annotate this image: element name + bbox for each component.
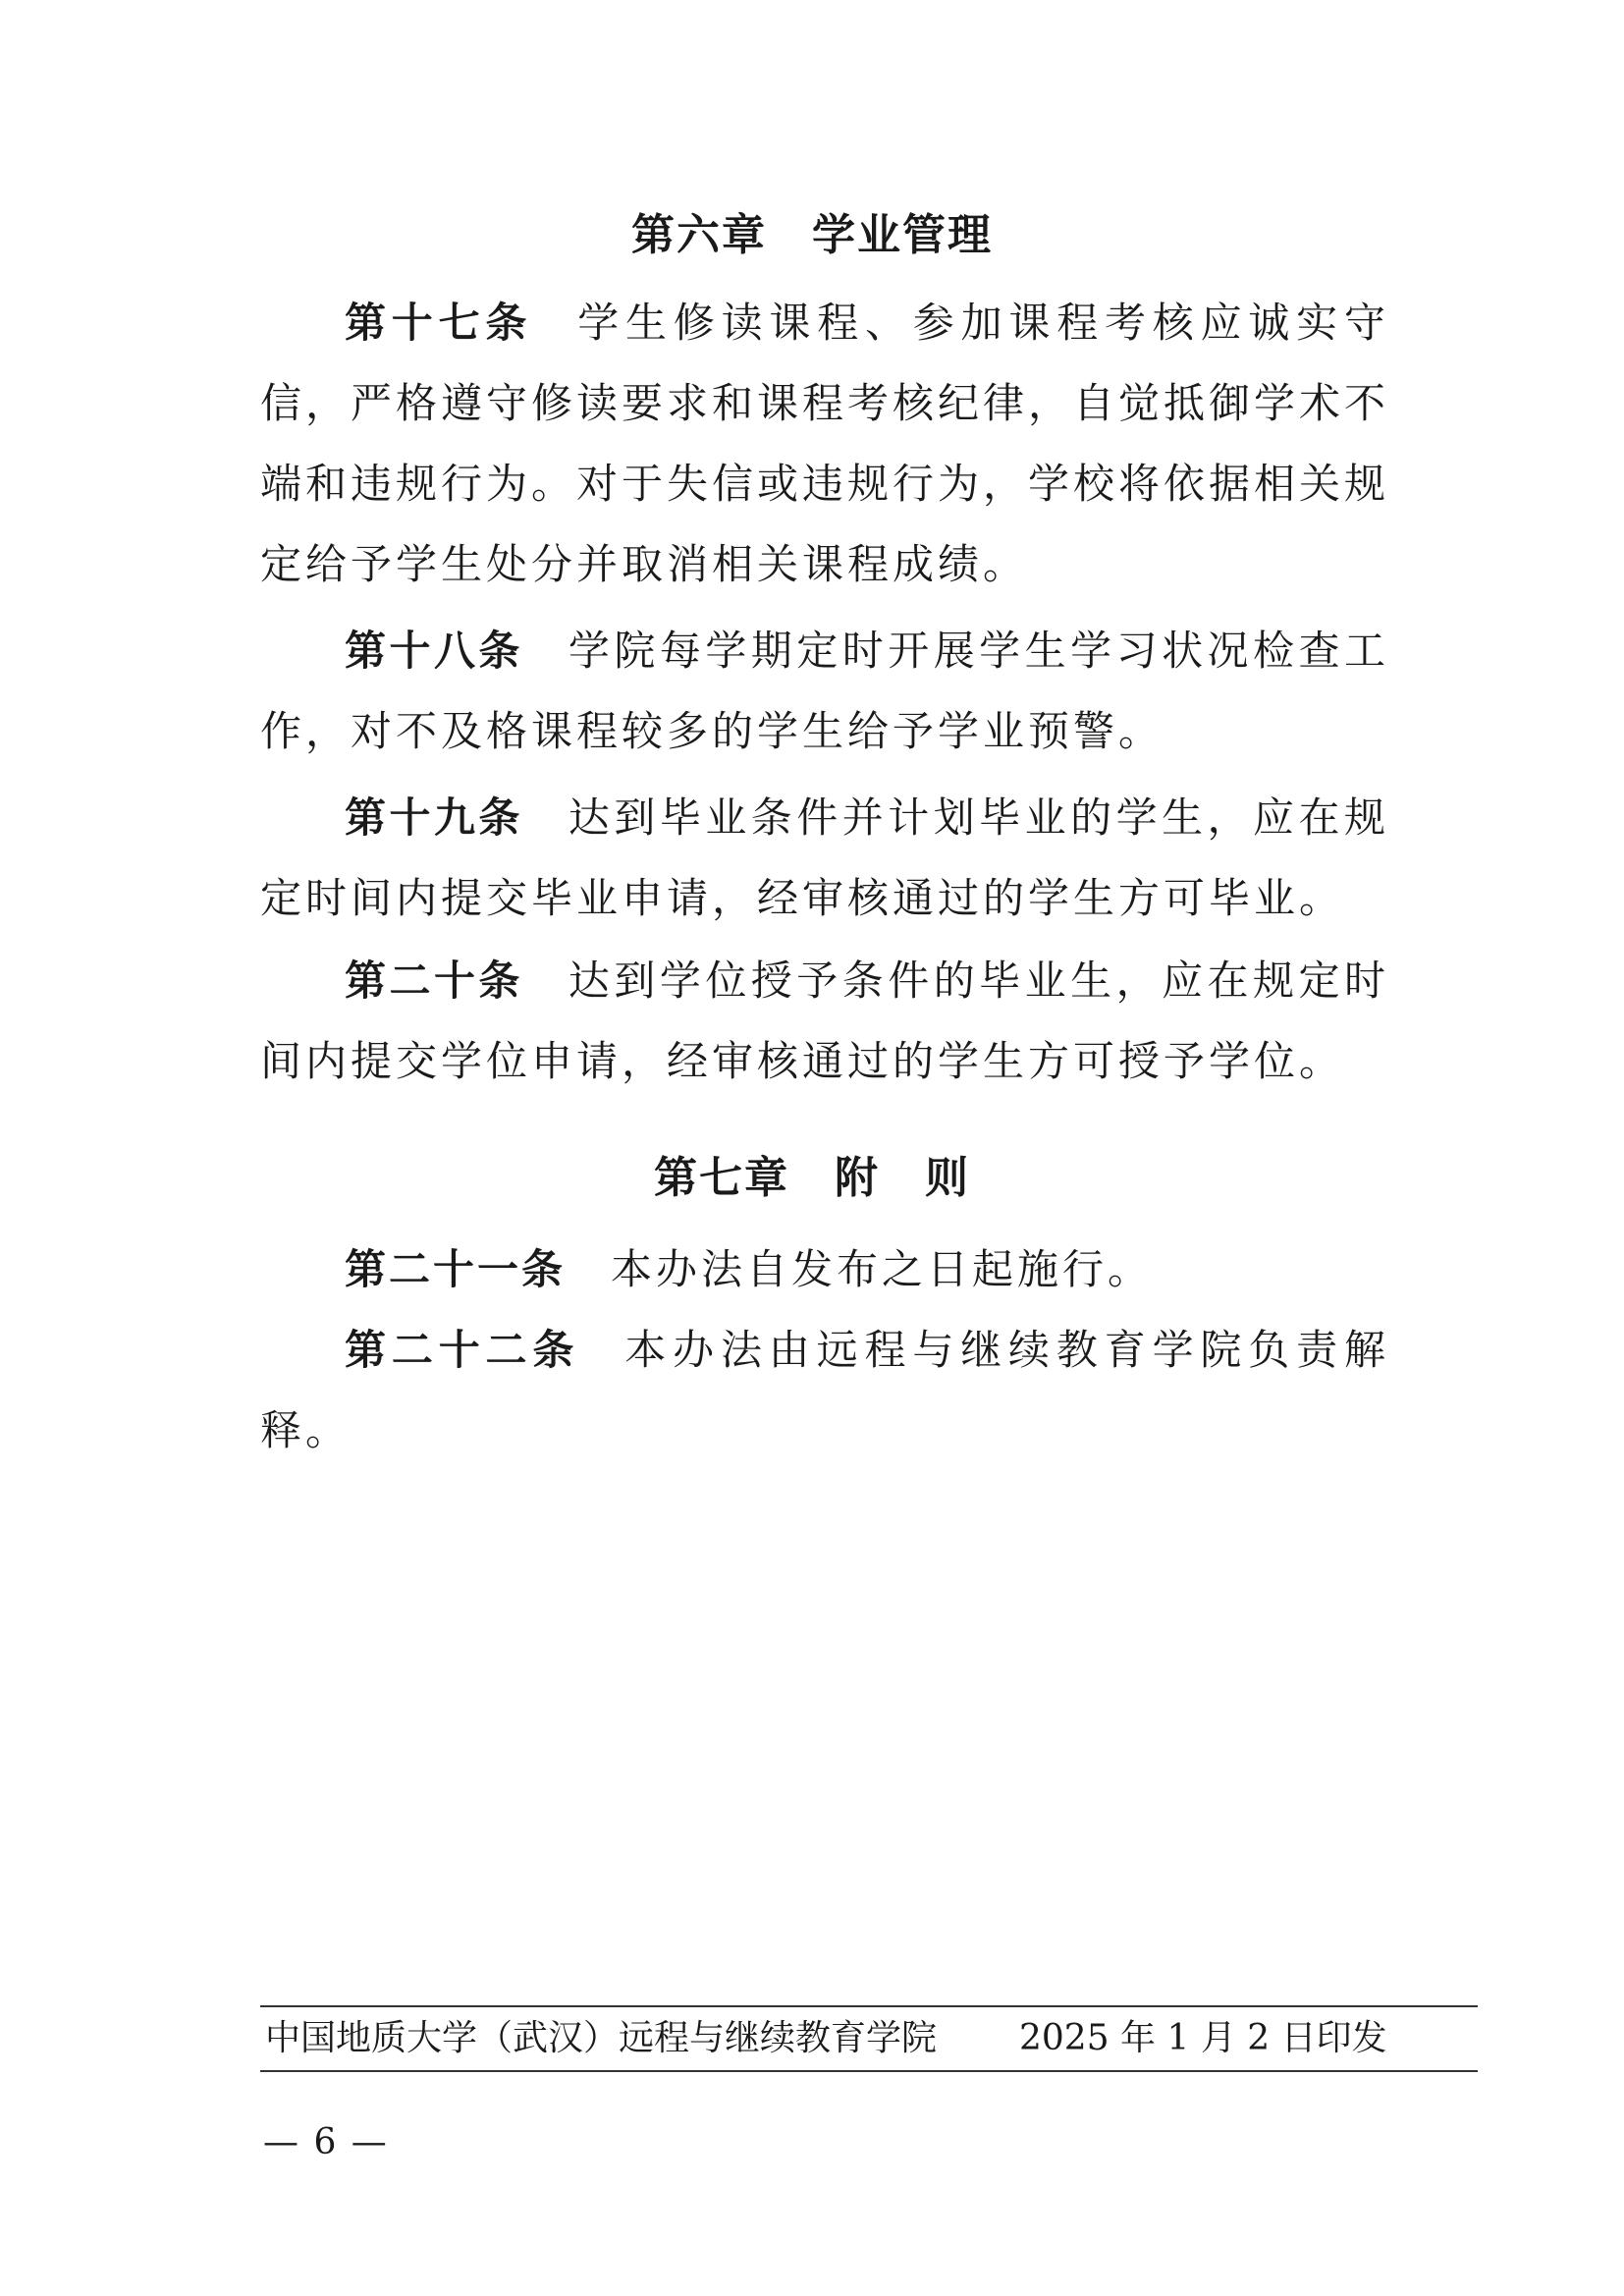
article-label: 第二十条 [345,957,523,1005]
page-number: — 6 — [263,2122,389,2162]
article-paragraph [260,283,1389,605]
article-text: 学生修读课程、参加课程考核应诚实守信，严格遵守修读要求和课程考核纪律，自觉抵御学术不端和违规行为。对于失信或违规行为，学校将依据相关规定给予学生处分并取消相关课程成绩。 [260,299,1390,588]
footer-top-rule [260,2005,1478,2007]
article-label: 第十七条 [345,299,533,347]
article-paragraph [260,941,1389,1102]
article-text: 达到学位授予条件的毕业生，应在规定时间内提交学位申请，经审核通过的学生方可授予学位。 [260,957,1389,1085]
article-label: 第十九条 [345,793,523,842]
article-paragraph [260,1230,1389,1310]
article-text: 本办法自发布之日起施行。 [611,1245,1154,1293]
article-label: 第二十二条 [345,1326,580,1374]
footer-bottom-rule [260,2070,1478,2072]
article-paragraph [260,778,1389,939]
footer-date: 2025 年 1 月 2 日印发 [1019,2018,1387,2058]
footer-issuer: 中国地质大学（武汉）远程与继续教育学院 [265,2018,938,2058]
article-text: 本办法由远程与继续教育学院负责解释。 [260,1326,1389,1454]
chapter-title: 第六章 学业管理 [631,210,993,260]
article-paragraph [260,1310,1389,1471]
article-paragraph [260,611,1389,772]
article-label: 第十八条 [345,627,523,675]
article-label: 第二十一条 [345,1245,567,1293]
article-text: 学院每学期定时开展学生学习状况检查工作，对不及格课程较多的学生给予学业预警。 [260,627,1389,755]
chapter-title: 第七章 附 则 [654,1153,970,1203]
article-text: 达到毕业条件并计划毕业的学生，应在规定时间内提交毕业申请，经审核通过的学生方可毕业。 [260,793,1389,922]
